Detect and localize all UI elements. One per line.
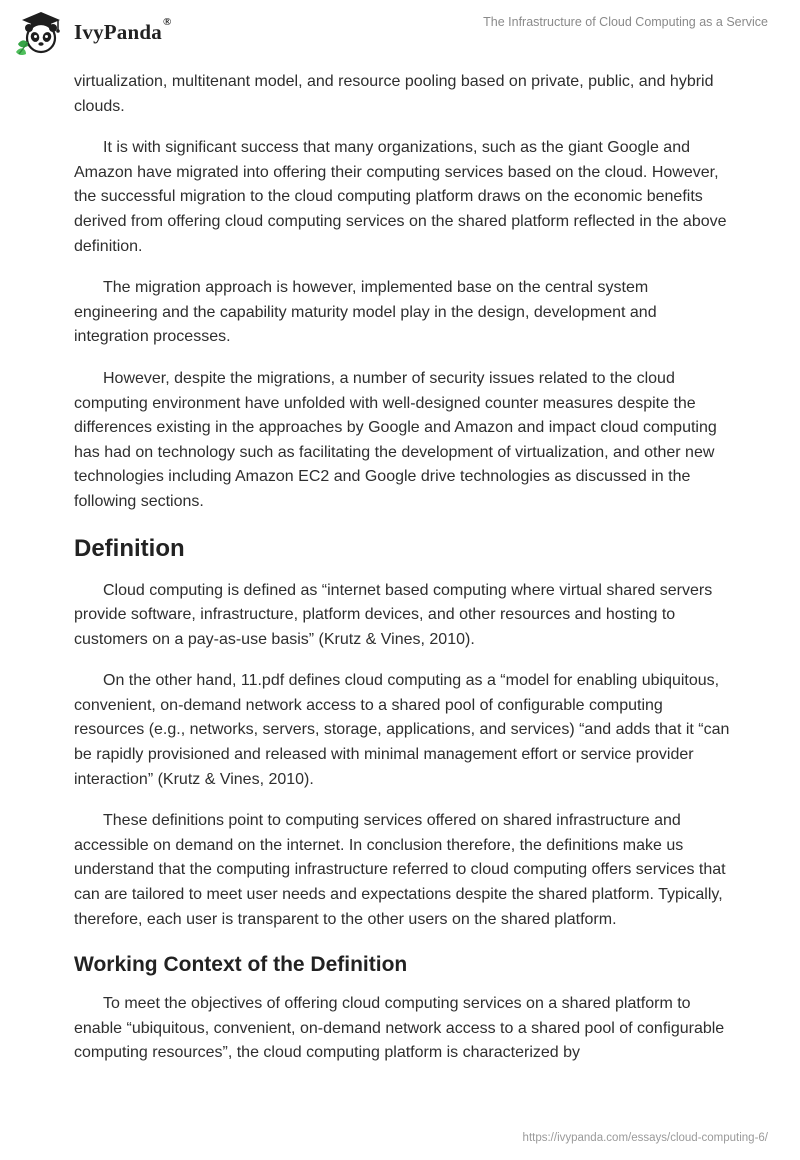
brand-name-text: IvyPanda [74,19,162,44]
registered-mark: ® [162,15,172,28]
paragraph: To meet the objectives of offering cloud computing services on a shared platform to enable “ubiquitous, convenient, on-demand network access to a shared pool of configurable computing resources”, the cloud computing platform is characterized by [74,995,725,1062]
brand-logo[interactable] [14,8,171,56]
paragraph: However, despite the migrations, a number of security issues related to the cloud computing environment have unfolded with well-designed counter measures despite the differences existing in the approaches by Google and Amazon and impact cloud computing has had on technology such as facilitating the development of virtualization, and other new technologies including Amazon EC2 and Google drive technologies as discussed in the following sections. [74,369,717,510]
section-heading-definition: Definition [74,534,185,562]
paragraph: virtualization, multitenant model, and resource pooling based on private, public, and hybrid clouds. [74,73,714,115]
paragraph: On the other hand, 11.pdf defines cloud computing as a “model for enabling ubiquitous, convenient, on-demand network access to a shared pool of configurable computing resources (e.g., networks, servers, storage, applications, and services) “and adds that it “can be rapidly provisioned and released with minimal management effort or service provider interaction” (Krutz & Vines, 2010). [74,672,730,788]
brand-name [74,15,172,45]
paragraph: The migration approach is however, implemented base on the central system engineering and the capability maturity model play in the design, development and integration processes. [74,279,657,346]
source-url[interactable]: https://ivypanda.com/essays/cloud-computing-6/ [522,1132,768,1144]
paragraph: These definitions point to computing services offered on shared infrastructure and accessible on demand on the internet. In conclusion therefore, the definitions make us understand that the computing infrastructure referred to cloud computing offers services that can are tailored to meet user needs and expectations despite the shared platform. Typically, therefore, each user is transparent to the other users on the shared platform. [74,812,726,928]
paragraph: Cloud computing is defined as “internet based computing where virtual shared servers provide software, infrastructure, platform devices, and other resources and hosting to customers on a pay-as-use basis” (Krutz & Vines, 2010). [74,581,713,648]
paragraph: It is with significant success that many organizations, such as the giant Google and Amazon have migrated into offering their computing services based on the cloud. However, the successful migration to the cloud computing platform draws on the economic benefits derived from offering cloud computing services on the shared platform reflected in the above definition. [74,139,727,255]
page-header [0,0,800,64]
article-body [74,70,734,1083]
document-title: The Infrastructure of Cloud Computing as a Service [483,15,768,29]
panda-logo-icon [14,8,66,56]
section-heading-working-context: Working Context of the Definition [74,953,408,977]
